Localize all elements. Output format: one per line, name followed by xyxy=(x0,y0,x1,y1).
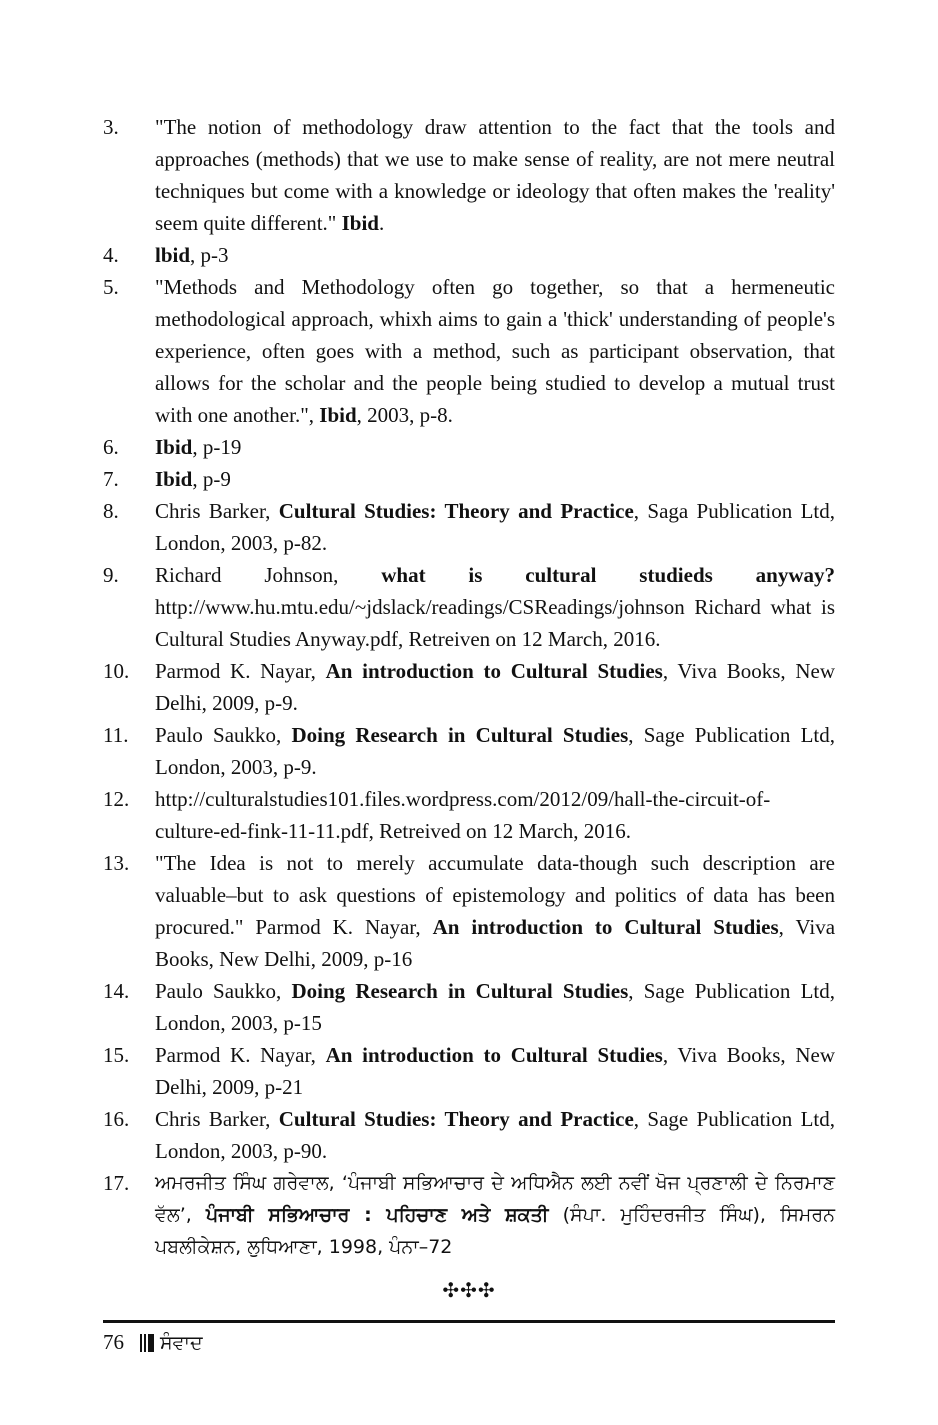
endnote-segment: , p-3 xyxy=(190,243,229,267)
endnote-item xyxy=(103,239,835,271)
endnote-text xyxy=(155,239,835,271)
endnote-text xyxy=(155,1167,835,1263)
endnote-number: 10. xyxy=(103,659,130,683)
endnote-text xyxy=(155,271,835,431)
endnote-bold-segment: Cultural Studies: Theory and Practice xyxy=(278,499,634,523)
endnote-text xyxy=(155,783,835,847)
endnote-bold-segment: Ibid xyxy=(341,211,379,235)
endnote-text xyxy=(155,495,835,559)
endnote-segment: "The notion of methodology draw attention to the fact that the tools and approaches (methods) that we use to make sense of reality, are not mere neutral techniques but come with a knowledge or ideology that often makes the 'reality' seem quite different." xyxy=(155,115,835,235)
endnote-segment: Paulo Saukko, xyxy=(155,723,292,747)
endnote-bold-segment: what is cultural studieds anyway? xyxy=(381,563,835,587)
endnote-text xyxy=(155,431,835,463)
endnote-segment: "The Idea is not to merely accumulate data-though such description are valuable–but to ask questions of epistemology and politics of data has been procured." Parmod K. Nayar, xyxy=(155,851,835,939)
endnote-segment: , Viva Books, New Delhi, 2009, p-16 xyxy=(155,915,836,971)
endnote-bold-segment: Doing Research in Cultural Studies xyxy=(291,723,629,747)
endnote-bold-segment: Ibid xyxy=(155,435,193,459)
endnote-segment: Parmod K. Nayar, xyxy=(155,659,326,683)
endnote-number: 7. xyxy=(103,467,119,491)
endnote-number: 6. xyxy=(103,435,119,459)
endnote-number: 15. xyxy=(103,1043,130,1067)
endnote-segment: Richard Johnson, xyxy=(155,563,382,587)
endnote-segment: Paulo Saukko, xyxy=(155,979,292,1003)
endnote-text xyxy=(155,463,835,495)
endnote-text xyxy=(155,719,835,783)
endnote-segment: "Methods and Methodology often go together, so that a hermeneutic methodological approach, whixh aims to gain a 'thick' understanding of people's experience, often goes with a method, such as participant observation, that allows for the scholar and the people being studied to develop a mutual trust with one another.", xyxy=(155,275,835,427)
endnote-item xyxy=(103,1167,835,1263)
page-number: 76 xyxy=(103,1330,124,1354)
endnote-number: 16. xyxy=(103,1107,130,1131)
endnote-segment: , 2003, p-8. xyxy=(356,403,453,427)
endnote-item xyxy=(103,431,835,463)
endnote-item xyxy=(103,783,835,847)
endnote-item xyxy=(103,719,835,783)
endnote-segment: Chris Barker, xyxy=(155,1107,279,1131)
endnote-item xyxy=(103,1103,835,1167)
endnote-number: 9. xyxy=(103,563,119,587)
endnote-text xyxy=(155,1039,835,1103)
endnote-item xyxy=(103,1039,835,1103)
endnote-bold-segment: Ibid xyxy=(319,403,357,427)
endnote-text xyxy=(155,1103,835,1167)
endnote-number: 11. xyxy=(103,723,129,747)
endnote-bold-segment: lbid xyxy=(155,243,191,267)
endnote-number: 12. xyxy=(103,787,130,811)
endnote-bold-segment: An introduction to Cultural Studies xyxy=(325,659,663,683)
endnote-segment: (ਸੰਪਾ. ਮੁਹਿੰਦਰਜੀਤ ਸਿੰਘ), ਸਿਮਰਨ ਪਬਲੀਕੇਸ਼ਨ, ਲੁਧਿਆਣਾ, 1998, ਪੰਨਾ–72 xyxy=(155,1204,836,1258)
endnote-item xyxy=(103,847,835,975)
endnote-number: 13. xyxy=(103,851,130,875)
endnote-item xyxy=(103,975,835,1039)
endnote-segment: http://culturalstudies101.files.wordpress.com/2012/09/hall-the-circuit-of-culture-ed-fink-11-11.pdf, Retreived on 12 March, 2016. xyxy=(155,787,771,843)
endnote-segment: ਅਮਰਜੀਤ ਸਿੰਘ ਗਰੇਵਾਲ, ‘ਪੰਜਾਬੀ ਸਭਿਆਚਾਰ ਦੇ ਅਧਿਐਨ ਲਈ ਨਵੀਂ ਖੋਜ ਪ੍ਰਣਾਲੀ ਦੇ ਨਿਰਮਾਣ ਵੱਲ’, xyxy=(155,1172,835,1226)
endnote-segment: , Sage Publication Ltd, London, 2003, p-9. xyxy=(155,723,835,779)
endnote-item xyxy=(103,655,835,719)
endnotes-list xyxy=(103,111,835,1263)
endnote-text xyxy=(155,655,835,719)
endnote-segment: http://www.hu.mtu.edu/~jdslack/readings/CSReadings/johnson Richard what is Cultural Studies Anyway.pdf, Retreiven on 12 March, 2016. xyxy=(155,595,835,651)
endnote-item xyxy=(103,495,835,559)
endnote-segment: . xyxy=(379,211,385,235)
endnote-item xyxy=(103,271,835,431)
endnote-segment: , p-9 xyxy=(192,467,231,491)
endnote-item xyxy=(103,463,835,495)
endnote-segment: , Viva Books, New Delhi, 2009, p-9. xyxy=(155,659,835,715)
endnote-number: 5. xyxy=(103,275,119,299)
endnote-segment: , p-19 xyxy=(192,435,242,459)
endnote-number: 4. xyxy=(103,243,119,267)
endnote-text xyxy=(155,559,835,655)
journal-title: ਸੰਵਾਦ xyxy=(160,1331,203,1354)
endnote-bold-segment: Cultural Studies: Theory and Practice xyxy=(278,1107,634,1131)
endnote-bold-segment: An introduction to Cultural Studies xyxy=(432,915,779,939)
section-end-ornament: ✣✣✣ xyxy=(442,1280,496,1302)
endnote-number: 17. xyxy=(103,1171,130,1195)
endnote-segment: Chris Barker, xyxy=(155,499,279,523)
endnote-bold-segment: Doing Research in Cultural Studies xyxy=(291,979,629,1003)
endnote-item xyxy=(103,559,835,655)
endnote-segment: , Sage Publication Ltd, London, 2003, p-15 xyxy=(155,979,835,1035)
triple-bar-icon xyxy=(140,1334,156,1352)
endnote-segment: Parmod K. Nayar, xyxy=(155,1043,326,1067)
endnote-bold-segment: ਪੰਜਾਬੀ ਸਭਿਆਚਾਰ : ਪਹਿਚਾਣ ਅਤੇ ਸ਼ਕਤੀ xyxy=(205,1204,549,1226)
endnote-segment: , Saga Publication Ltd, London, 2003, p-82. xyxy=(155,499,835,555)
endnote-number: 8. xyxy=(103,499,119,523)
endnote-text xyxy=(155,111,835,239)
endnote-segment: , Sage Publication Ltd, London, 2003, p-90. xyxy=(155,1107,835,1163)
endnote-text xyxy=(155,975,835,1039)
endnote-bold-segment: Ibid xyxy=(155,467,193,491)
endnote-number: 3. xyxy=(103,115,119,139)
endnote-bold-segment: An introduction to Cultural Studies xyxy=(325,1043,663,1067)
page-footer xyxy=(103,1330,203,1355)
endnote-item xyxy=(103,111,835,239)
footer-rule xyxy=(103,1320,835,1323)
endnote-text xyxy=(155,847,835,975)
endnote-number: 14. xyxy=(103,979,130,1003)
endnote-segment: , Viva Books, New Delhi, 2009, p-21 xyxy=(155,1043,835,1099)
